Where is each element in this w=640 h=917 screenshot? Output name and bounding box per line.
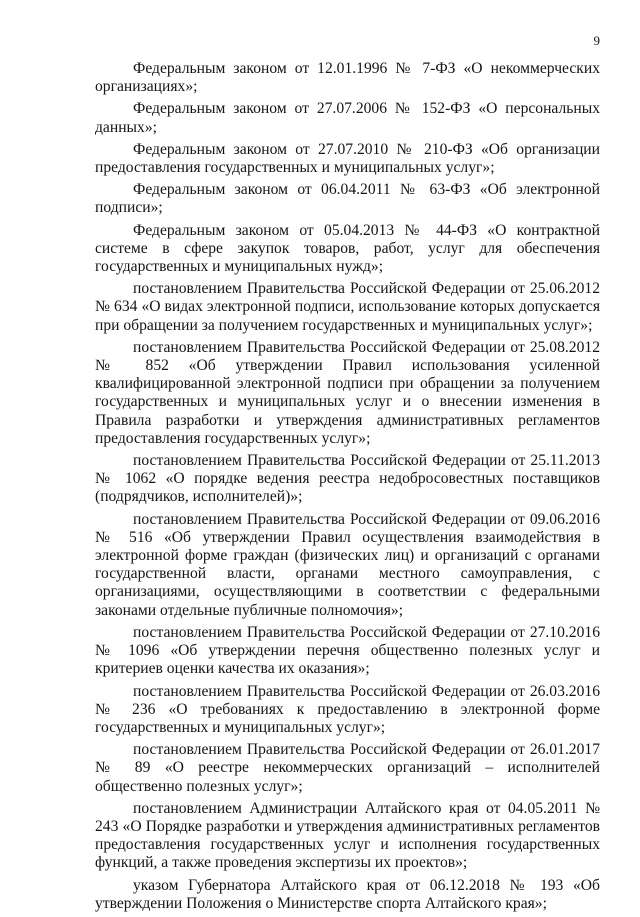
legal-basis-item: постановлением Правительства Российской Федерации от 09.06.2016 № 516 «Об утверждении Правил осуществления взаимодействия в электронной форме граждан (физических лиц) и организаций с органами государственной власти, органами местного самоуправления, с организациями, осуществляющими в соответствии с федеральными законами отдельные публичные полномочия»; <box>95 510 600 619</box>
legal-basis-item: постановлением Правительства Российской Федерации от 26.01.2017 № 89 «О реестре некоммерческих организаций – исполнителей общественно полезных услуг»; <box>95 741 600 795</box>
legal-basis-item: постановлением Правительства Российской Федерации от 25.11.2013 № 1062 «О порядке ведения реестра недобросовестных поставщиков (подрядчиков, исполнителей)»; <box>95 452 600 506</box>
legal-basis-item: Федеральным законом от 12.01.1996 № 7-ФЗ «О некоммерческих организациях»; <box>95 60 600 96</box>
legal-basis-item: постановлением Правительства Российской Федерации от 27.10.2016 № 1096 «Об утверждении перечня общественно полезных услуг и критериев оценки качества их оказания»; <box>95 623 600 678</box>
document-body <box>95 60 600 917</box>
page-number: 9 <box>593 33 600 48</box>
legal-basis-item: Федеральным законом от 05.04.2013 № 44-ФЗ «О контрактной системе в сфере закупок товаров, работ, услуг для обеспечения государственных и муниципальных нужд»; <box>95 221 600 276</box>
legal-basis-item: указом Губернатора Алтайского края от 06.12.2018 № 193 «Об утверждении Положения о Министерстве спорта Алтайского края»; <box>95 876 600 912</box>
legal-basis-item: Федеральным законом от 27.07.2006 № 152-ФЗ «О персональных данных»; <box>95 100 600 136</box>
legal-basis-item: постановлением Правительства Российской Федерации от 25.08.2012 № 852 «Об утверждении Правил использования усиленной квалифицированной электронной подписи при обращении за получением государственных и муниципальных услуг и о внесении изменения в Правила разработки и утверждения административных регламентов предоставления государственных услуг»; <box>95 338 600 447</box>
legal-basis-item: постановлением Администрации Алтайского края от 04.05.2011 № 243 «О Порядке разработки и утверждения административных регламентов предоставления государственных услуг и исполнения государственных функций, а также проведения экспертизы их проектов»; <box>95 799 600 872</box>
legal-basis-item: Федеральным законом от 27.07.2010 № 210-ФЗ «Об организации предоставления государственных и муниципальных услуг»; <box>95 140 600 177</box>
legal-basis-item: Федеральным законом от 06.04.2011 № 63-ФЗ «Об электронной подписи»; <box>95 181 600 217</box>
legal-basis-item: постановлением Правительства Российской Федерации от 26.03.2016 № 236 «О требованиях к предоставлению в электронной форме государственных и муниципальных услуг»; <box>95 682 600 736</box>
legal-basis-item: постановлением Правительства Российской Федерации от 25.06.2012 № 634 «О видах электронной подписи, использование которых допускается при обращении за получением государственных и муниципальных услуг»; <box>95 280 600 334</box>
